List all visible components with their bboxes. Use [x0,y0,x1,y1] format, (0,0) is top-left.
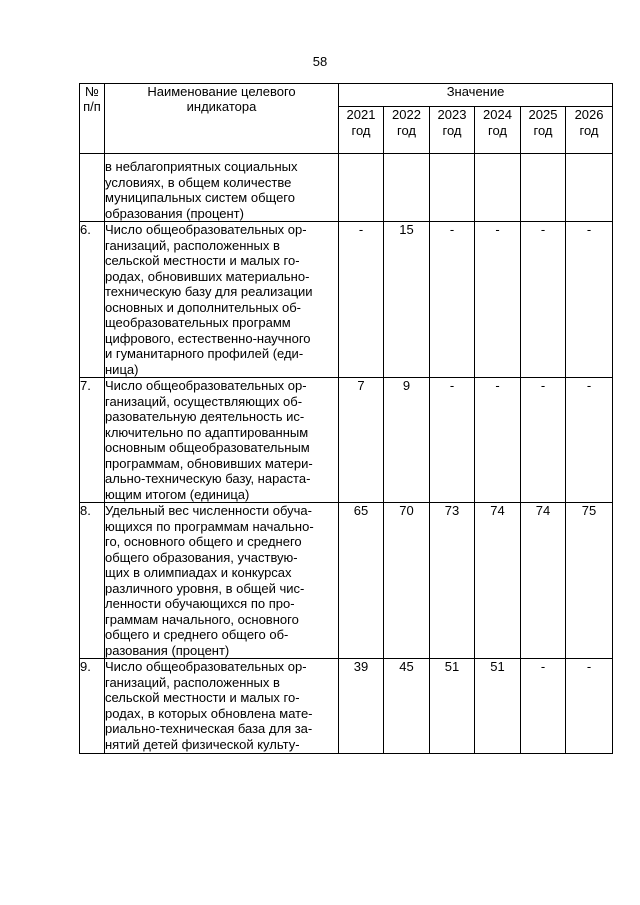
row-number [80,154,105,222]
value-cell: 9 [384,378,430,503]
table-row [80,154,613,222]
value-cell: 51 [475,659,521,754]
indicators-table [79,83,613,754]
value-cell: - [566,222,613,378]
value-cell [384,154,430,222]
value-cell: 51 [430,659,475,754]
value-cell: 7 [339,378,384,503]
value-cell: - [339,222,384,378]
row-number: 8. [80,503,105,659]
column-header-indicator-name: Наименование целевого индикатора [105,84,339,154]
indicator-name: Число общеобразовательных ор- ганизаций, осуществляющих об- разовательную деятельность ис- ключительно по адаптированным основным общеобразовательным программам, обновивших матери- ально-техническую базу, нараста- ющим итогом (единица) [105,378,339,503]
value-cell [475,154,521,222]
value-cell: - [566,659,613,754]
column-header-year: 2023 год [430,107,475,154]
value-cell: 75 [566,503,613,659]
value-cell [430,154,475,222]
table-row [80,378,613,503]
value-cell: 74 [521,503,566,659]
value-cell: - [430,378,475,503]
column-header-year: 2026 год [566,107,613,154]
value-cell: 45 [384,659,430,754]
column-header-value: Значение [339,84,613,107]
table-row [80,503,613,659]
table-row [80,222,613,378]
value-cell [521,154,566,222]
value-cell: - [475,378,521,503]
column-header-year: 2024 год [475,107,521,154]
column-header-year: 2022 год [384,107,430,154]
page-number: 58 [312,54,328,69]
indicator-name: в неблагоприятных социальных условиях, в общем количестве муниципальных систем общего образования (процент) [105,154,339,222]
column-header-year: 2021 год [339,107,384,154]
row-number: 9. [80,659,105,754]
indicator-name: Число общеобразовательных ор- ганизаций, расположенных в сельской местности и малых го- родах, в которых обновлена мате- риально-техническая база для за- нятий детей физической культу- [105,659,339,754]
indicator-name: Удельный вес численности обуча- ющихся по программам начально- го, основного общего и среднего общего образования, участвую- щих в олимпиадах и конкурсах различного уровня, в общей чис- ленности обучающихся по про- граммам начального, основного общего и среднего общего об- разования (процент) [105,503,339,659]
value-cell: 65 [339,503,384,659]
value-cell: - [566,378,613,503]
column-header-year: 2025 год [521,107,566,154]
value-cell: - [475,222,521,378]
table-row [80,659,613,754]
value-cell: - [430,222,475,378]
header-row [80,84,613,107]
column-header-number: № п/п [80,84,105,154]
value-cell [566,154,613,222]
value-cell [339,154,384,222]
value-cell: 73 [430,503,475,659]
value-cell: 39 [339,659,384,754]
value-cell: - [521,378,566,503]
value-cell: 15 [384,222,430,378]
indicator-name: Число общеобразовательных ор- ганизаций, расположенных в сельской местности и малых го- родах, обновивших материально- техническую базу для реализации основных и дополнительных об- щеобразовательных программ цифрового, естественно-научного и гуманитарного профилей (еди- ница) [105,222,339,378]
row-number: 7. [80,378,105,503]
row-number: 6. [80,222,105,378]
value-cell: 70 [384,503,430,659]
value-cell: 74 [475,503,521,659]
value-cell: - [521,659,566,754]
value-cell: - [521,222,566,378]
